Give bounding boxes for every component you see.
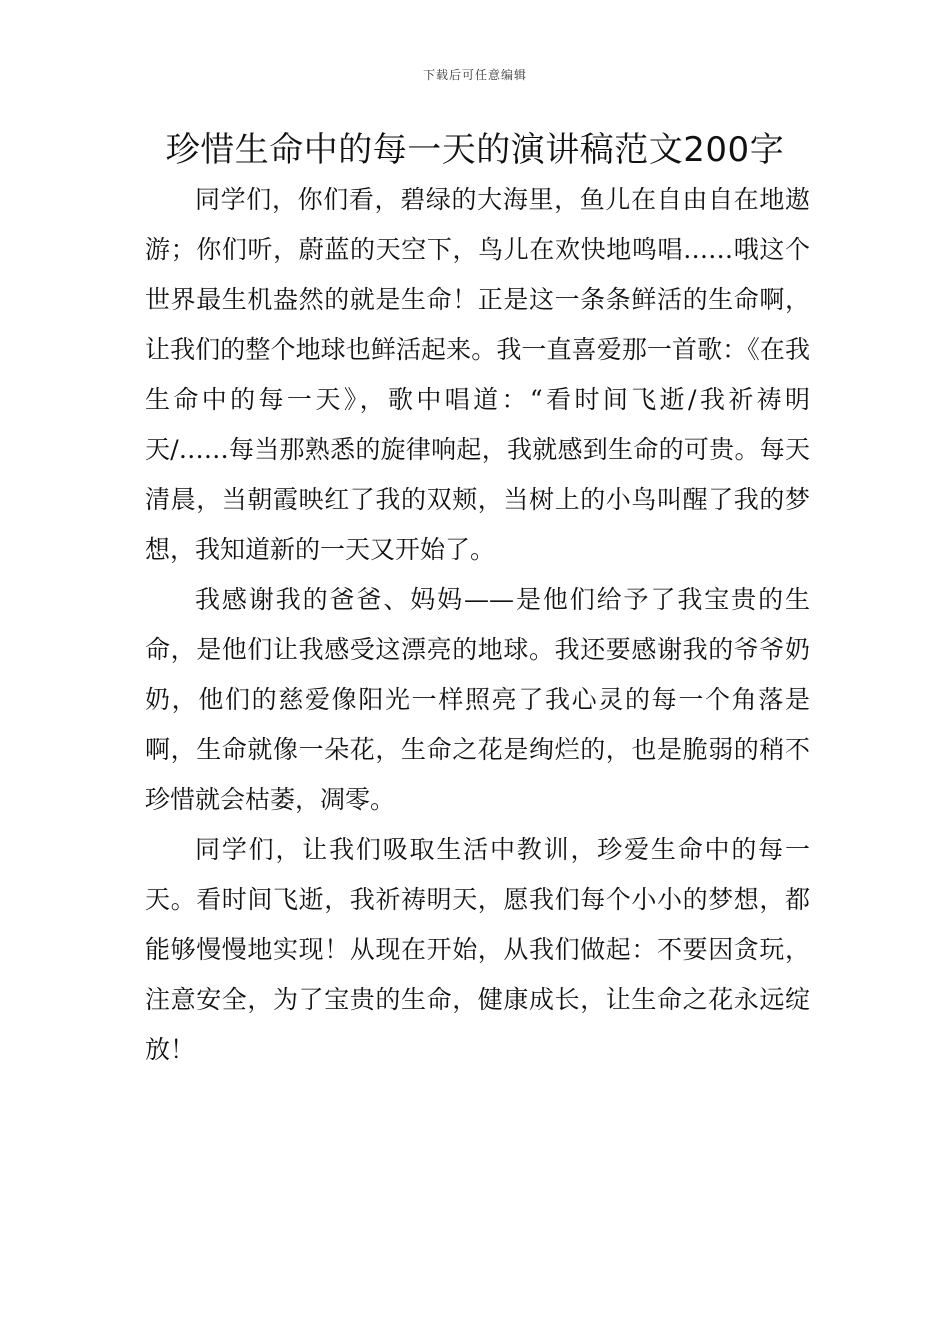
document-title: 珍惜生命中的每一天的演讲稿范文200字: [165, 130, 785, 170]
paragraph: 同学们，让我们吸取生活中教训，珍爱生命中的每一天。看时间飞逝，我祈祷明天，愿我们每个小小的梦想，都能够慢慢地实现！从现在开始，从我们做起：不要因贪玩，注意安全，为了宝贵的生命，健康成长，让生命之花永远绽放！: [145, 835, 810, 1064]
document-body: [145, 175, 810, 1075]
paragraph: 我感谢我的爸爸、妈妈——是他们给予了我宝贵的生命，是他们让我感受这漂亮的地球。我还要感谢我的爷爷奶奶，他们的慈爱像阳光一样照亮了我心灵的每一个角落是啊，生命就像一朵花，生命之花是绚烂的，也是脆弱的稍不珍惜就会枯萎，凋零。: [145, 585, 810, 814]
header-note: 下载后可任意编辑: [422, 68, 527, 82]
paragraph: 同学们，你们看，碧绿的大海里，鱼儿在自由自在地遨游；你们听，蔚蓝的天空下，鸟儿在欢快地鸣唱……哦这个世界最生机盎然的就是生命！正是这一条条鲜活的生命啊，让我们的整个地球也鲜活起来。我一直喜爱那一首歌：《在我生命中的每一天》，歌中唱道：“看时间飞逝/我祈祷明天/……每当那熟悉的旋律响起，我就感到生命的可贵。每天清晨，当朝霞映红了我的双颊，当树上的小鸟叫醒了我的梦想，我知道新的一天又开始了。: [145, 185, 810, 564]
